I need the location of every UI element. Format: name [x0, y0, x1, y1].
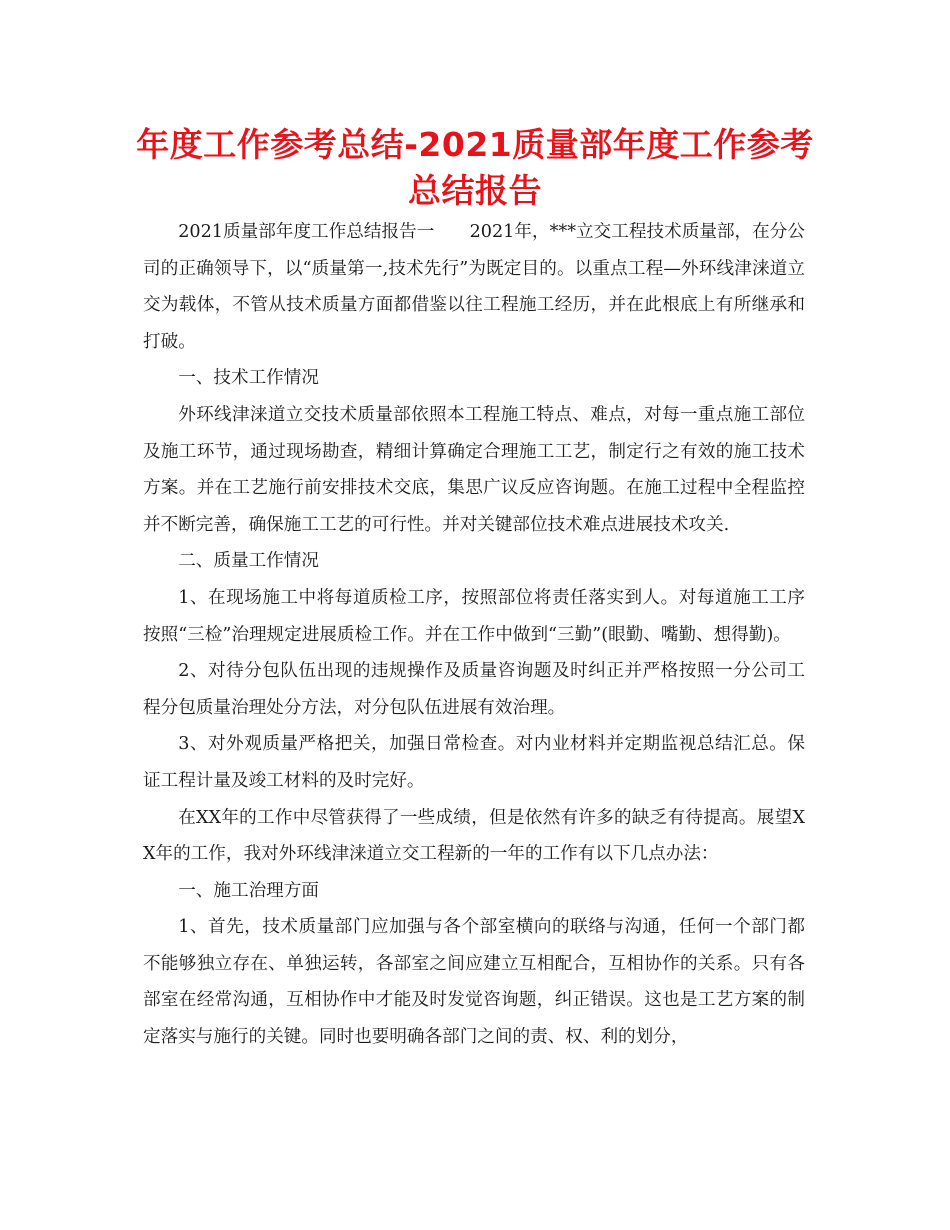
- body-paragraph: 2、对待分包队伍出现的违规操作及质量咨询题及时纠正并严格按照一分公司工程分包质量治理处分方法，对分包队伍进展有效治理。: [143, 661, 805, 718]
- body-paragraph: 外环线津涞道立交技术质量部依照本工程施工特点、难点，对每一重点施工部位及施工环节，通过现场勘查，精细计算确定合理施工工艺，制定行之有效的施工技术方案。并在工艺施行前安排技术交底，集思广议反应咨询题。在施工过程中全程监控并不断完善，确保施工工艺的可行性。并对关键部位技术难点进展技术攻关.: [143, 404, 805, 535]
- body-paragraph: 3、对外观质量严格把关，加强日常检查。对内业材料并定期监视总结汇总。保证工程计量及竣工材料的及时完好。: [143, 734, 805, 791]
- section-heading: 一、施工治理方面: [178, 880, 319, 901]
- body-paragraph: 1、在现场施工中将每道质检工序，按照部位将责任落实到人。对每道施工工序按照“三检”治理规定进展质检工作。并在工作中做到“三勤”(眼勤、嘴勤、想得勤)。: [143, 587, 805, 645]
- document-body: [143, 214, 805, 1056]
- body-paragraph: 2021质量部年度工作总结报告一 2021年，***立交工程技术质量部，在分公司的正确领导下，以“质量第一,技术先行”为既定目的。以重点工程—外环线津涞道立交为载体，不管从技术质量方面都借鉴以往工程施工经历，并在此根底上有所继承和打破。: [143, 222, 805, 352]
- body-paragraph: 1、首先，技术质量部门应加强与各个部室横向的联络与沟通，任何一个部门都不能够独立存在、单独运转，各部室之间应建立互相配合，互相协作的关系。只有各部室在经常沟通，互相协作中才能及时发觉咨询题，纠正错误。这也是工艺方案的制定落实与施行的关键。同时也要明确各部门之间的责、权、利的划分，: [143, 917, 805, 1048]
- document-title: 年度工作参考总结-2021质量部年度工作参考总结报告: [136, 125, 814, 210]
- section-heading: 一、技术工作情况: [178, 368, 319, 389]
- body-paragraph: 在XX年的工作中尽管获得了一些成绩，但是依然有许多的缺乏有待提高。展望XX年的工作，我对外环线津涞道立交工程新的一年的工作有以下几点办法：: [143, 807, 805, 865]
- section-heading: 二、质量工作情况: [178, 551, 319, 572]
